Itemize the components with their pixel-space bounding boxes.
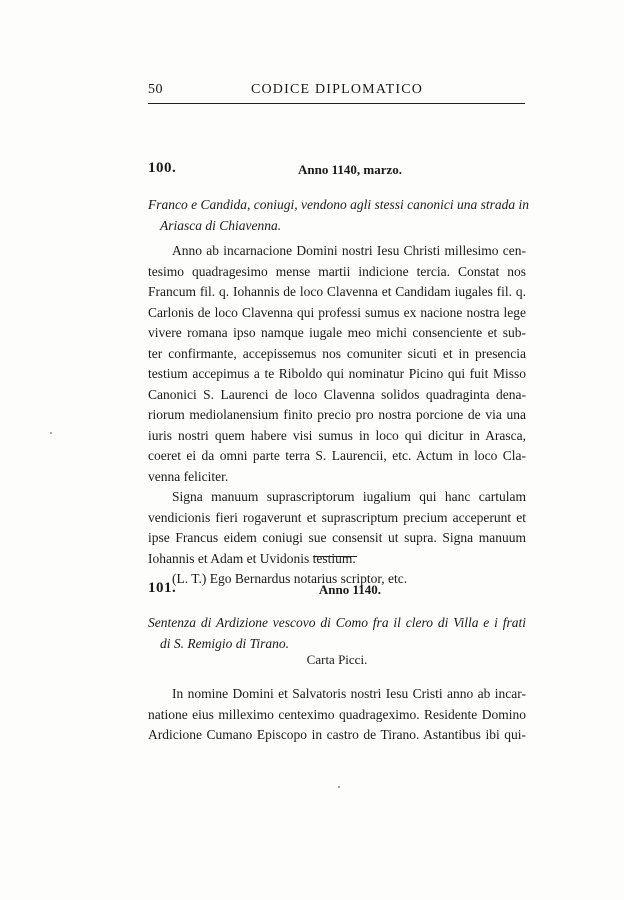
body-line: Signa manuum suprascriptorum iugalium qui hanc cartulam bbox=[172, 489, 526, 504]
document-source: Carta Picci. bbox=[306, 652, 368, 667]
summary-line: Ariasca di Chiavenna. bbox=[160, 218, 282, 233]
document-summary bbox=[148, 612, 526, 654]
document-date: Anno 1140, marzo. bbox=[298, 162, 402, 177]
scan-speck bbox=[50, 432, 52, 434]
body-line: Francum fil. q. Iohannis de loco Clavenna et Candidam iugales fil. q. bbox=[148, 284, 526, 299]
document-date: Anno 1140. bbox=[318, 582, 382, 597]
body-line: ipse Francus eidem coniugi sue consensit ut supra. Signa manuum bbox=[148, 530, 526, 545]
body-line: tesimo quadragesimo mense martii indicione tercia. Constat nos bbox=[148, 263, 526, 279]
body-line: riorum mediolanensium finito precio pro nostra porcione de via una bbox=[148, 407, 526, 422]
body-line: (L. T.) Ego Bernardus notarius scriptor, etc. bbox=[172, 571, 408, 586]
body-line: Anno ab incarnacione Domini nostri Iesu Christi millesimo cen- bbox=[172, 243, 526, 258]
body-line: Ardicione Cumano Episcopo in castro de Tirano. Astantibus ibi qui- bbox=[148, 727, 526, 742]
body-line: Canonici S. Laurenci de loco Clavenna solidos quadraginta dena- bbox=[148, 386, 526, 402]
document-number: 101. bbox=[148, 580, 177, 596]
section-divider bbox=[313, 556, 357, 557]
body-line: vendicionis fieri rogaverunt et suprascriptum precium acceperunt et bbox=[148, 509, 526, 525]
summary-line: Franco e Candida, coniugi, vendono agli stessi canonici una strada in bbox=[148, 197, 529, 212]
body-line: vivere romana ipso namque iugale meo michi consenciente et sub- bbox=[148, 325, 526, 340]
document-body bbox=[148, 684, 526, 746]
body-line: iuris nostri quem habere visi sumus in loco qui dicitur in Arasca, bbox=[148, 427, 526, 443]
scan-speck bbox=[338, 786, 340, 788]
page-number: 50 bbox=[148, 82, 163, 97]
document-summary bbox=[148, 194, 529, 236]
body-line: coeret ei da omni parte terra S. Laurencii, etc. Actum in loco Cla- bbox=[148, 448, 526, 463]
body-line: ter confirmante, accepissemus nos comuniter sicuti et in presencia bbox=[148, 345, 526, 361]
body-line: Iohannis et Adam et Uvidonis testium. bbox=[148, 550, 356, 566]
body-line: testium accepimus a te Riboldo qui nominatur Picino qui fuit Misso bbox=[148, 366, 526, 381]
page-header bbox=[148, 82, 526, 102]
body-line: venna feliciter. bbox=[148, 468, 229, 484]
body-line: Carlonis de loco Clavenna qui professi sumus ex nacione nostra lege bbox=[148, 304, 526, 320]
running-title: CODICE DIPLOMATICO bbox=[250, 82, 424, 97]
body-line: natione eius milleximo centeximo quadrageximo. Residente Domino bbox=[148, 706, 526, 722]
body-line: In nomine Domini et Salvatoris nostri Iesu Cristi anno ab incar- bbox=[172, 686, 526, 701]
summary-line: di S. Remigio di Tirano. bbox=[160, 636, 290, 651]
document-number: 100. bbox=[148, 160, 177, 176]
document-body bbox=[148, 241, 526, 590]
summary-line: Sentenza di Ardizione vescovo di Como fra il clero di Villa e i frati bbox=[148, 615, 526, 630]
header-rule bbox=[148, 103, 525, 104]
